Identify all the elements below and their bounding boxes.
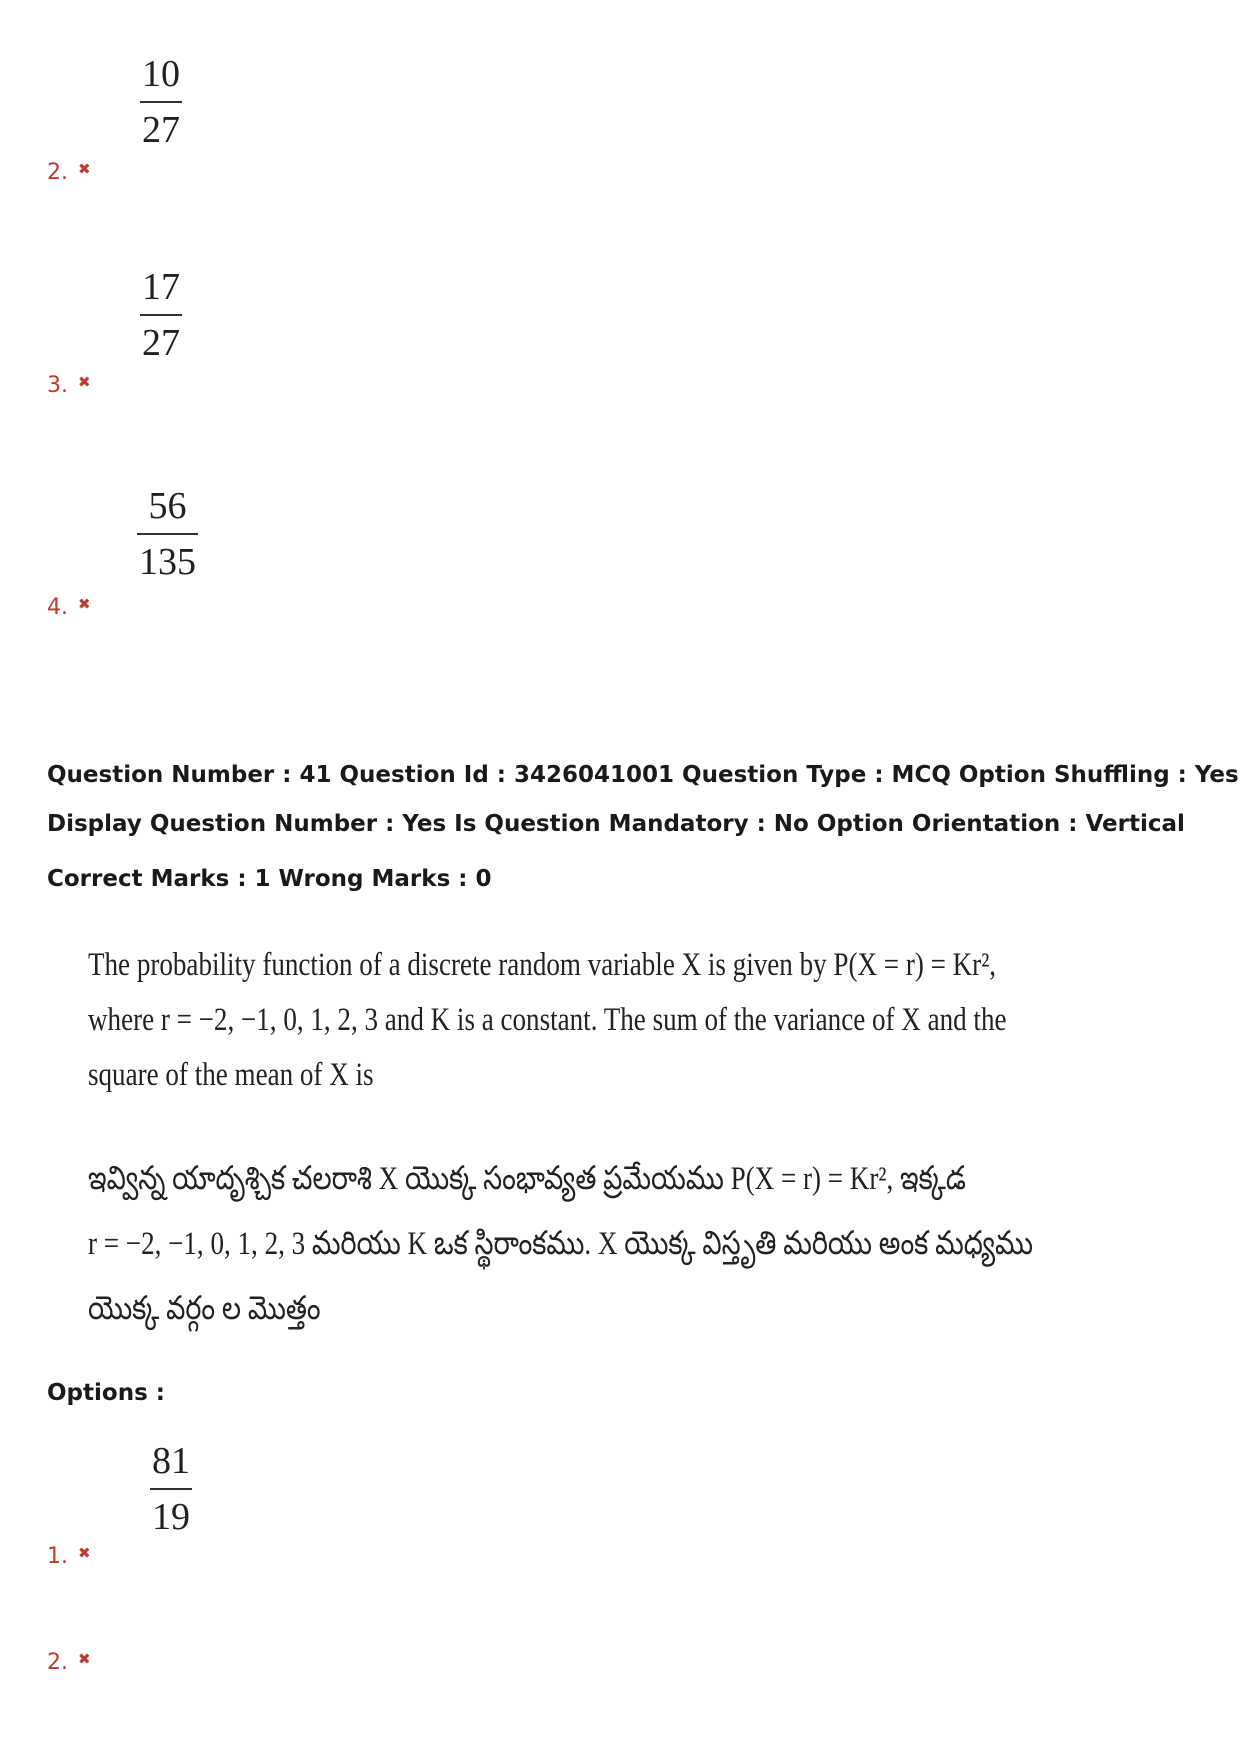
wrong-mark-icon: ✖ xyxy=(78,595,91,613)
question-text-english xyxy=(88,947,1007,1112)
option-number: 2. xyxy=(47,1650,68,1675)
fraction-numerator: 81 xyxy=(152,1440,190,1482)
option-number: 3. xyxy=(47,373,68,398)
fraction-denominator: 27 xyxy=(142,322,180,364)
option-1-fraction xyxy=(150,1442,192,1536)
prev-option-2-label xyxy=(47,160,91,185)
option-number: 2. xyxy=(47,160,68,185)
prev-option-4-label xyxy=(47,595,91,620)
question-text-telugu xyxy=(88,1160,1033,1355)
fraction-numerator: 10 xyxy=(142,53,180,95)
fraction-numerator: 56 xyxy=(148,485,187,527)
question-te-line-3: యొక్క వర్గం ల మొత్తం xyxy=(88,1291,321,1327)
fraction-denominator: 19 xyxy=(152,1496,190,1538)
option-number: 1. xyxy=(47,1544,68,1569)
fraction-numerator: 17 xyxy=(142,266,180,308)
question-te-line-2: r = −2, −1, 0, 1, 2, 3 మరియు K ఒక స్థిరాంకము. X యొక్క విస్తృతి మరియు అంక మధ్యము xyxy=(88,1226,1033,1262)
fraction-denominator: 135 xyxy=(139,541,196,583)
prev-option-3-fraction xyxy=(140,268,182,362)
option-number: 4. xyxy=(47,595,68,620)
question-te-line-1: ఇవ్విన్న యాదృశ్చిక చలరాశి X యొక్క సంభావ్యత ప్రమేయము P(X = r) = Kr², ఇక్కడ xyxy=(88,1161,966,1197)
prev-option-4-fraction xyxy=(137,487,198,581)
prev-option-3-label xyxy=(47,373,91,398)
question-en-line-1: The probability function of a discrete random variable X is given by P(X = r) = Kr², xyxy=(88,947,997,983)
question-en-line-3: square of the mean of X is xyxy=(88,1057,374,1093)
prev-option-2-fraction xyxy=(140,55,182,149)
wrong-mark-icon: ✖ xyxy=(78,160,91,178)
option-1-label xyxy=(47,1544,91,1569)
option-2-label xyxy=(47,1650,91,1675)
fraction-denominator: 27 xyxy=(142,109,180,151)
question-meta-line-1: Question Number : 41 Question Id : 3426041001 Question Type : MCQ Option Shuffling : Yes xyxy=(47,762,1239,788)
wrong-mark-icon: ✖ xyxy=(78,373,91,391)
question-en-line-2: where r = −2, −1, 0, 1, 2, 3 and K is a constant. The sum of the variance of X and the xyxy=(88,1002,1007,1038)
question-meta-line-2: Display Question Number : Yes Is Question Mandatory : No Option Orientation : Vertical xyxy=(47,811,1185,837)
wrong-mark-icon: ✖ xyxy=(78,1544,91,1562)
wrong-mark-icon: ✖ xyxy=(78,1650,91,1668)
options-label: Options : xyxy=(47,1380,165,1406)
question-meta-line-3: Correct Marks : 1 Wrong Marks : 0 xyxy=(47,866,492,892)
